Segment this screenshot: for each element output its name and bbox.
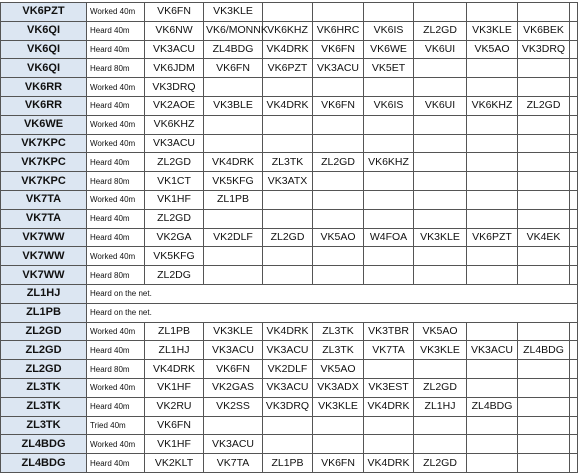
table-row <box>1 360 578 379</box>
station-cell <box>313 78 364 97</box>
station-cell <box>414 190 467 209</box>
station-cell <box>570 454 578 473</box>
station-cell <box>570 96 578 115</box>
station-cell: ZL1PB <box>145 322 204 341</box>
table-row <box>1 397 578 416</box>
status-cell: Heard 40m <box>87 397 145 416</box>
station-cell: ZL3TK <box>263 153 313 172</box>
station-cell <box>263 247 313 266</box>
station-cell <box>518 172 570 191</box>
station-cell: VK6IS <box>364 21 414 40</box>
station-cell <box>364 134 414 153</box>
station-cell <box>570 397 578 416</box>
callsign-cell: VK6PZT <box>1 3 87 22</box>
station-cell <box>570 172 578 191</box>
station-cell <box>204 416 263 435</box>
station-cell: ZL3TK <box>313 322 364 341</box>
station-cell: VK1HF <box>145 378 204 397</box>
station-cell: VK6FN <box>204 59 263 78</box>
station-cell <box>467 209 518 228</box>
station-cell: VK3DRQ <box>145 78 204 97</box>
station-cell <box>263 134 313 153</box>
station-cell: VK4DRK <box>263 96 313 115</box>
station-cell <box>518 322 570 341</box>
table-row <box>1 284 578 303</box>
station-cell <box>467 134 518 153</box>
station-cell <box>570 435 578 454</box>
station-cell <box>570 416 578 435</box>
station-cell <box>414 172 467 191</box>
callsign-cell: VK6WE <box>1 115 87 134</box>
status-cell: Heard 40m <box>87 454 145 473</box>
status-cell: Worked 40m <box>87 134 145 153</box>
station-cell <box>570 115 578 134</box>
station-cell: W4FOA <box>364 228 414 247</box>
callsign-cell: VK6QI <box>1 21 87 40</box>
station-cell: VK3ACU <box>204 341 263 360</box>
callsign-cell: ZL3TK <box>1 416 87 435</box>
station-cell: VK5ET <box>364 59 414 78</box>
table-row <box>1 341 578 360</box>
station-cell <box>518 435 570 454</box>
station-cell <box>467 190 518 209</box>
station-cell <box>518 247 570 266</box>
station-cell: VK6/MONNK <box>204 21 263 40</box>
station-cell <box>518 416 570 435</box>
status-cell: Worked 40m <box>87 115 145 134</box>
station-cell: VK6BEK <box>518 21 570 40</box>
station-cell <box>414 134 467 153</box>
station-cell: VK5AO <box>414 322 467 341</box>
station-cell <box>313 247 364 266</box>
station-cell: VK4DRK <box>263 322 313 341</box>
log-table-body <box>1 3 578 473</box>
station-cell <box>570 78 578 97</box>
station-cell <box>570 378 578 397</box>
station-cell <box>518 3 570 22</box>
station-cell: VK3BLE <box>204 96 263 115</box>
station-cell <box>263 190 313 209</box>
status-cell: Heard 80m <box>87 172 145 191</box>
status-cell: Heard 40m <box>87 228 145 247</box>
station-cell: ZL2GD <box>313 153 364 172</box>
table-row <box>1 228 578 247</box>
station-cell <box>364 190 414 209</box>
station-cell: VK6KHZ <box>145 115 204 134</box>
callsign-cell: VK7WW <box>1 228 87 247</box>
callsign-cell: VK6QI <box>1 40 87 59</box>
status-cell: Heard 40m <box>87 209 145 228</box>
station-cell: VK3ADX <box>313 378 364 397</box>
station-cell <box>414 78 467 97</box>
station-cell: VK6FN <box>313 454 364 473</box>
callsign-cell: ZL4BDG <box>1 435 87 454</box>
station-cell <box>518 360 570 379</box>
note-cell: Heard on the net. <box>87 303 578 322</box>
station-cell: VK7TA <box>364 341 414 360</box>
table-row <box>1 416 578 435</box>
station-cell <box>467 172 518 191</box>
station-cell: VK6FN <box>145 3 204 22</box>
station-cell: ZL2GD <box>518 96 570 115</box>
station-cell <box>364 360 414 379</box>
station-cell <box>570 228 578 247</box>
station-cell <box>414 59 467 78</box>
station-cell <box>313 134 364 153</box>
station-cell <box>570 360 578 379</box>
station-cell <box>364 416 414 435</box>
callsign-cell: VK6RR <box>1 78 87 97</box>
station-cell: VK2RU <box>145 397 204 416</box>
station-cell: VK3ACU <box>313 59 364 78</box>
station-cell: VK4EK <box>518 228 570 247</box>
station-cell <box>414 209 467 228</box>
station-cell <box>414 247 467 266</box>
table-row <box>1 435 578 454</box>
station-cell: VK3DRQ <box>263 397 313 416</box>
station-cell <box>313 266 364 285</box>
status-cell: Heard 80m <box>87 59 145 78</box>
table-row <box>1 96 578 115</box>
station-cell: VK2GA <box>145 228 204 247</box>
station-cell: VK3TBR <box>364 322 414 341</box>
station-cell <box>467 360 518 379</box>
station-cell: VK4DRK <box>204 153 263 172</box>
callsign-cell: ZL3TK <box>1 378 87 397</box>
station-cell: VK2GAS <box>204 378 263 397</box>
station-cell <box>467 322 518 341</box>
callsign-cell: VK7WW <box>1 266 87 285</box>
station-cell: VK2AOE <box>145 96 204 115</box>
station-cell <box>467 115 518 134</box>
station-cell <box>313 190 364 209</box>
table-row <box>1 21 578 40</box>
station-cell <box>467 247 518 266</box>
callsign-cell: VK7TA <box>1 209 87 228</box>
station-cell <box>263 266 313 285</box>
station-cell: ZL1PB <box>263 454 313 473</box>
callsign-cell: VK7WW <box>1 247 87 266</box>
station-cell: VK3ACU <box>263 341 313 360</box>
station-cell <box>570 40 578 59</box>
station-cell <box>467 378 518 397</box>
station-cell <box>204 209 263 228</box>
station-cell <box>414 416 467 435</box>
station-cell <box>313 416 364 435</box>
station-cell <box>364 3 414 22</box>
station-cell: VK6FN <box>145 416 204 435</box>
status-cell: Tried 40m <box>87 416 145 435</box>
station-cell <box>414 435 467 454</box>
callsign-cell: ZL1HJ <box>1 284 87 303</box>
station-cell <box>570 153 578 172</box>
station-cell <box>364 247 414 266</box>
station-cell: ZL2GD <box>414 21 467 40</box>
station-cell: VK3KLE <box>313 397 364 416</box>
callsign-cell: ZL2GD <box>1 341 87 360</box>
station-cell: VK3KLE <box>204 3 263 22</box>
station-cell <box>204 247 263 266</box>
table-row <box>1 172 578 191</box>
station-cell: ZL4BDG <box>467 397 518 416</box>
station-cell: ZL3TK <box>313 341 364 360</box>
station-cell <box>414 153 467 172</box>
station-cell <box>313 172 364 191</box>
callsign-cell: VK7KPC <box>1 172 87 191</box>
station-cell: VK4DRK <box>145 360 204 379</box>
status-cell: Worked 40m <box>87 78 145 97</box>
station-cell: VK5AO <box>313 360 364 379</box>
station-cell: VK6KHZ <box>263 21 313 40</box>
station-cell <box>570 247 578 266</box>
station-cell <box>313 435 364 454</box>
station-cell: VK3EST <box>364 378 414 397</box>
station-cell <box>467 78 518 97</box>
station-cell <box>518 190 570 209</box>
callsign-cell: ZL2GD <box>1 360 87 379</box>
station-cell: VK6WE <box>364 40 414 59</box>
status-cell: Heard 40m <box>87 40 145 59</box>
station-cell <box>364 115 414 134</box>
station-cell <box>518 115 570 134</box>
station-cell: VK6NW <box>145 21 204 40</box>
callsign-cell: ZL1PB <box>1 303 87 322</box>
status-cell: Worked 40m <box>87 247 145 266</box>
station-cell <box>204 134 263 153</box>
callsign-cell: ZL2GD <box>1 322 87 341</box>
station-cell <box>518 134 570 153</box>
station-cell: ZL2GD <box>145 209 204 228</box>
station-cell <box>263 416 313 435</box>
station-cell: VK3KLE <box>467 21 518 40</box>
station-cell: VK3KLE <box>204 322 263 341</box>
station-cell <box>518 266 570 285</box>
station-cell: VK6UI <box>414 96 467 115</box>
status-cell: Worked 40m <box>87 435 145 454</box>
station-cell <box>263 115 313 134</box>
station-cell <box>204 78 263 97</box>
callsign-cell: VK6QI <box>1 59 87 78</box>
station-cell: ZL2GD <box>263 228 313 247</box>
status-cell: Heard 80m <box>87 360 145 379</box>
station-cell <box>518 378 570 397</box>
station-cell <box>570 209 578 228</box>
station-cell: VK6UI <box>414 40 467 59</box>
station-cell <box>570 190 578 209</box>
table-row <box>1 59 578 78</box>
status-cell: Heard 80m <box>87 266 145 285</box>
callsign-cell: VK7KPC <box>1 153 87 172</box>
status-cell: Heard 40m <box>87 341 145 360</box>
station-cell <box>414 3 467 22</box>
station-cell: VK3KLE <box>414 341 467 360</box>
station-cell: VK6KHZ <box>467 96 518 115</box>
table-row <box>1 134 578 153</box>
station-cell: ZL2DG <box>145 266 204 285</box>
station-cell <box>518 59 570 78</box>
station-cell: VK6IS <box>364 96 414 115</box>
status-cell: Worked 40m <box>87 190 145 209</box>
station-cell <box>364 78 414 97</box>
station-cell <box>313 115 364 134</box>
station-cell: VK6FN <box>313 96 364 115</box>
station-cell <box>467 435 518 454</box>
station-cell: VK5KFG <box>145 247 204 266</box>
table-row <box>1 303 578 322</box>
station-cell: VK6PZT <box>263 59 313 78</box>
station-cell: VK2KLT <box>145 454 204 473</box>
station-cell <box>263 435 313 454</box>
station-cell <box>570 3 578 22</box>
status-cell: Worked 40m <box>87 378 145 397</box>
station-cell <box>570 21 578 40</box>
station-cell <box>204 115 263 134</box>
station-cell <box>467 59 518 78</box>
station-cell <box>414 115 467 134</box>
station-cell: VK2DLF <box>204 228 263 247</box>
station-cell <box>467 3 518 22</box>
station-cell <box>518 454 570 473</box>
station-cell <box>570 134 578 153</box>
station-cell <box>263 78 313 97</box>
station-cell: VK6FN <box>313 40 364 59</box>
station-cell: VK1HF <box>145 435 204 454</box>
table-row <box>1 78 578 97</box>
station-cell <box>313 209 364 228</box>
status-cell: Worked 40m <box>87 322 145 341</box>
station-cell: ZL1HJ <box>145 341 204 360</box>
station-cell: VK6KHZ <box>364 153 414 172</box>
station-cell: VK3ACU <box>204 435 263 454</box>
station-cell: VK3ACU <box>145 134 204 153</box>
station-cell <box>364 266 414 285</box>
station-cell: ZL1HJ <box>414 397 467 416</box>
station-cell <box>570 322 578 341</box>
station-cell <box>467 153 518 172</box>
table-row <box>1 153 578 172</box>
callsign-cell: VK6RR <box>1 96 87 115</box>
station-cell <box>263 209 313 228</box>
callsign-cell: VK7TA <box>1 190 87 209</box>
station-cell <box>570 59 578 78</box>
table-row <box>1 322 578 341</box>
log-table <box>0 2 578 473</box>
station-cell: VK5AO <box>313 228 364 247</box>
table-row <box>1 209 578 228</box>
station-cell <box>414 266 467 285</box>
station-cell: VK4DRK <box>364 454 414 473</box>
station-cell: VK1CT <box>145 172 204 191</box>
station-cell: VK3KLE <box>414 228 467 247</box>
table-row <box>1 378 578 397</box>
table-row <box>1 115 578 134</box>
table-row <box>1 190 578 209</box>
station-cell: VK6JDM <box>145 59 204 78</box>
station-cell <box>414 360 467 379</box>
table-row <box>1 247 578 266</box>
station-cell: ZL2GD <box>145 153 204 172</box>
station-cell <box>263 3 313 22</box>
station-cell: VK1HF <box>145 190 204 209</box>
station-cell <box>518 209 570 228</box>
station-cell: VK5KFG <box>204 172 263 191</box>
table-row <box>1 454 578 473</box>
station-cell: VK4DRK <box>364 397 414 416</box>
station-cell: VK4DRK <box>263 40 313 59</box>
table-row <box>1 266 578 285</box>
station-cell <box>313 3 364 22</box>
station-cell: ZL2GD <box>414 378 467 397</box>
station-cell <box>467 454 518 473</box>
station-cell <box>467 416 518 435</box>
station-cell: VK3ACU <box>145 40 204 59</box>
station-cell <box>570 266 578 285</box>
station-cell: VK6PZT <box>467 228 518 247</box>
station-cell: ZL2GD <box>414 454 467 473</box>
table-row <box>1 3 578 22</box>
station-cell: VK3DRQ <box>518 40 570 59</box>
station-cell <box>518 78 570 97</box>
station-cell: VK5AO <box>467 40 518 59</box>
station-cell <box>364 172 414 191</box>
station-cell <box>570 341 578 360</box>
status-cell: Heard 40m <box>87 153 145 172</box>
station-cell: VK3ACU <box>263 378 313 397</box>
station-cell: VK2DLF <box>263 360 313 379</box>
station-cell <box>518 153 570 172</box>
status-cell: Heard 40m <box>87 96 145 115</box>
callsign-cell: VK7KPC <box>1 134 87 153</box>
station-cell: VK6FN <box>204 360 263 379</box>
station-cell <box>518 397 570 416</box>
station-cell: ZL4BDG <box>518 341 570 360</box>
table-row <box>1 40 578 59</box>
status-cell: Heard 40m <box>87 21 145 40</box>
station-cell <box>364 209 414 228</box>
station-cell: VK3ACU <box>467 341 518 360</box>
station-cell: ZL4BDG <box>204 40 263 59</box>
station-cell <box>364 435 414 454</box>
callsign-cell: ZL3TK <box>1 397 87 416</box>
station-cell: ZL1PB <box>204 190 263 209</box>
station-cell <box>204 266 263 285</box>
callsign-cell: ZL4BDG <box>1 454 87 473</box>
station-cell: VK2SS <box>204 397 263 416</box>
note-cell: Heard on the net. <box>87 284 578 303</box>
station-cell <box>467 266 518 285</box>
status-cell: Worked 40m <box>87 3 145 22</box>
station-cell: VK7TA <box>204 454 263 473</box>
station-cell: VK6HRC <box>313 21 364 40</box>
station-cell: VK3ATX <box>263 172 313 191</box>
